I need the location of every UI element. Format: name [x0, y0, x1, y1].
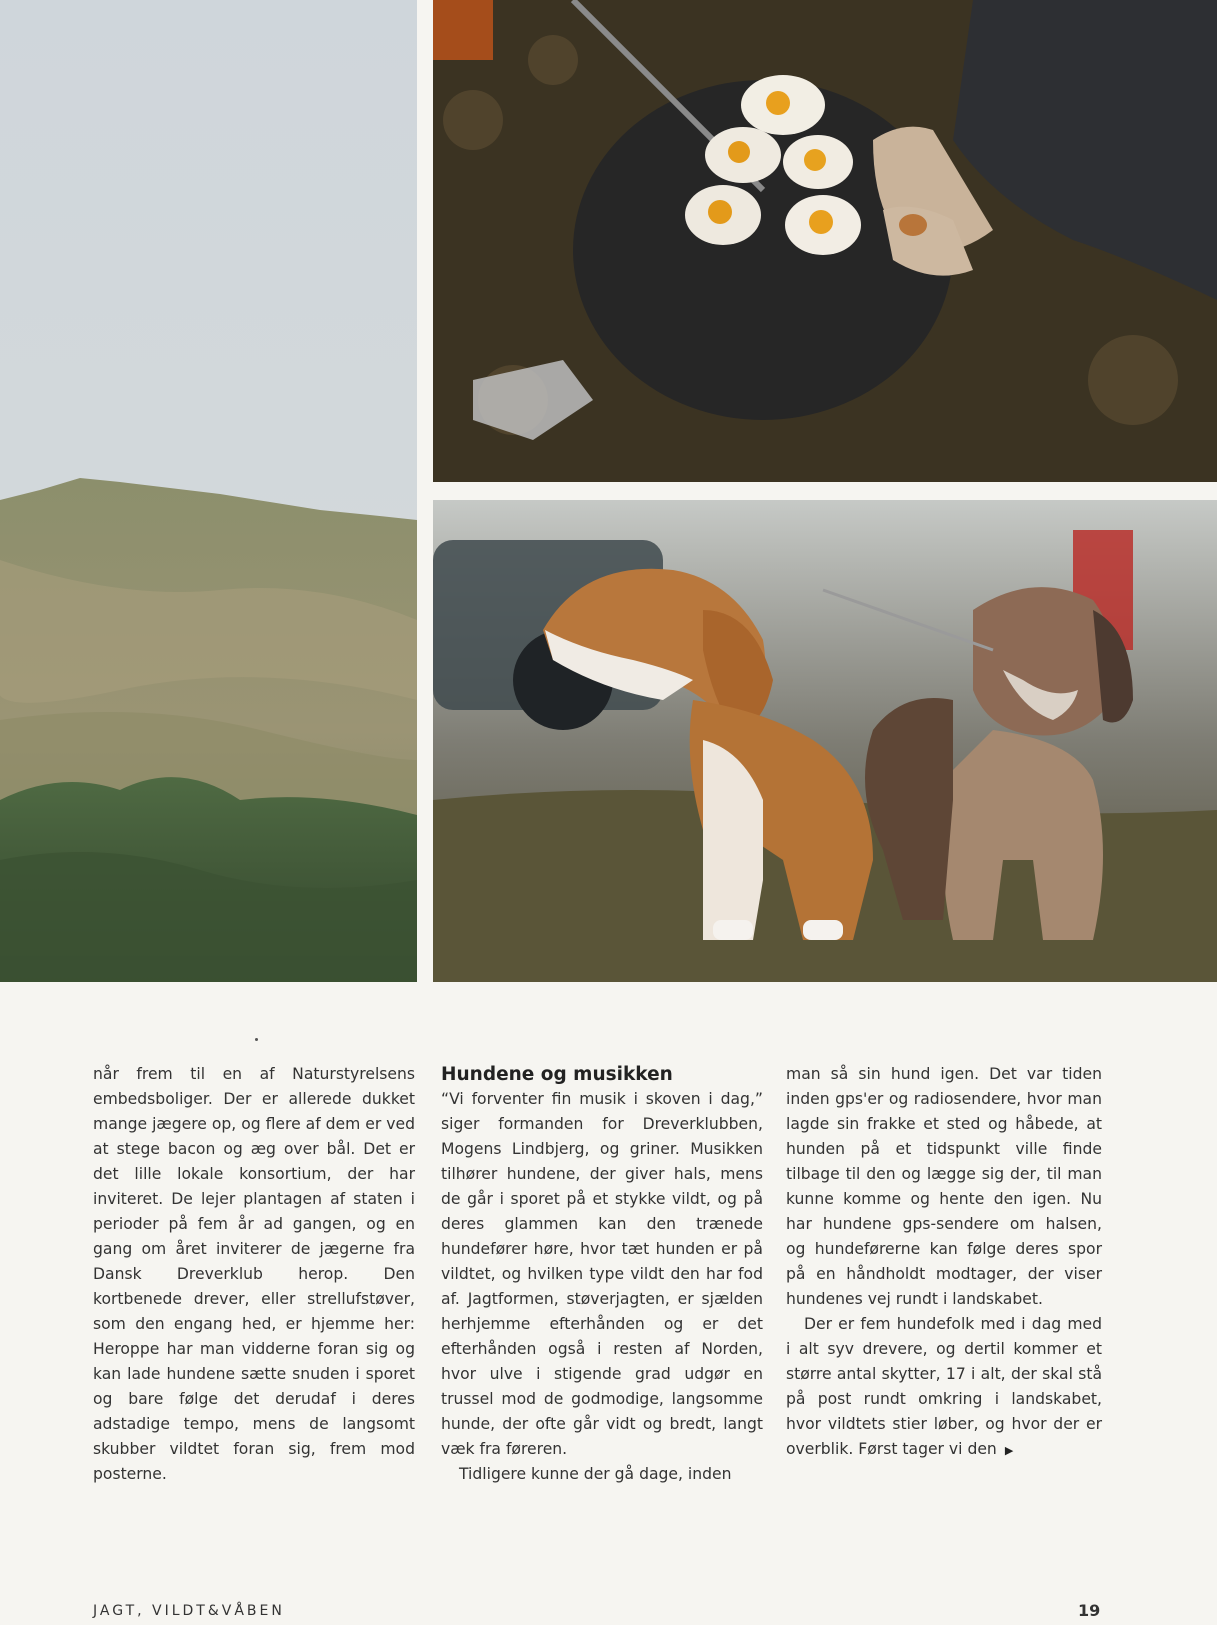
- article-column-1: [93, 1062, 415, 1487]
- column2-paragraph-2: Tidligere kunne der gå dage, inden: [459, 1465, 732, 1483]
- column1-paragraph: når frem til en af Naturstyrelsens embedsboliger. Der er allerede dukket mange jægere op, og flere af dem er ved at stege bacon og æg over bål. Det er det lille lokale konsortium, der har inviteret. De lejer plantagen af staten i perioder på fem år ad gangen, og en gang om året inviterer de jægerne fra Dansk Dreverklub herop. Den kortbenede drever, eller strellufstøver, som den engang hed, er hjemme her: Heroppe har man vidderne foran sig og kan lade hundene sætte snuden i sporet og bare følge det derudaf i deres adstadige tempo, mens de langsomt skubber vildtet foran sig, frem mod posterne.: [93, 1065, 415, 1483]
- section-subheading: Hundene og musikken: [441, 1064, 673, 1085]
- eggs-cooking-photo: [433, 0, 1217, 482]
- continue-arrow-icon: ▶: [1004, 1444, 1014, 1457]
- drever-dogs-image: [433, 500, 1217, 982]
- column3-paragraph-2-text: Der er fem hundefolk med i dag med i alt syv drevere, og dertil kommer et større antal skytter, 17 i alt, der skal stå på post rundt omkring i landskabet, hvor vildtets stier løber, og hvor der er overblik. Først tager vi den: [786, 1315, 1102, 1458]
- column2-paragraph-1: “Vi forventer fin musik i skoven i dag,” siger formanden for Dreverklubben, Mogens Lindbjerg, og griner. Musikken tilhører hundene, der giver hals, mens de går i sporet på et stykke vildt, og på deres glammen kan den trænede hundefører høre, hvor tæt hunden er på vildtet, og hvilken type vildt den har fod af. Jagtformen, støverjagten, er sjælden herhjemme efterhånden og er det efterhånden også i resten af Norden, hvor ulve i stigende grad udgør en trussel mod de godmodige, langsomme hunde, der ofte går vidt og bredt, langt væk fra føreren.: [441, 1090, 763, 1458]
- dune-landscape-image: [0, 0, 417, 982]
- article-column-2: [441, 1062, 763, 1487]
- column3-paragraph-1: man så sin hund igen. Det var tiden inden gps'er og radiosendere, hvor man lagde sin frakke et sted og håbede, at hunden på et tidspunkt ville finde tilbage til den og lægge sig der, til man kunne komme og hente den igen. Nu har hundene gps-sendere om halsen, og hundeførerne kan følge deres spor på en håndholdt modtager, der viser hundenes vej rundt i landskabet.: [786, 1065, 1102, 1308]
- article-column-3: [786, 1062, 1102, 1463]
- stray-dot: [255, 1038, 258, 1041]
- magazine-name: JAGT, VILDT&VÅBEN: [93, 1603, 285, 1619]
- drever-dogs-photo: [433, 500, 1217, 982]
- eggs-cooking-image: [433, 0, 1217, 482]
- dune-landscape-photo: [0, 0, 417, 982]
- column3-paragraph-2: [786, 1312, 1102, 1463]
- page-number: 19: [1078, 1601, 1101, 1620]
